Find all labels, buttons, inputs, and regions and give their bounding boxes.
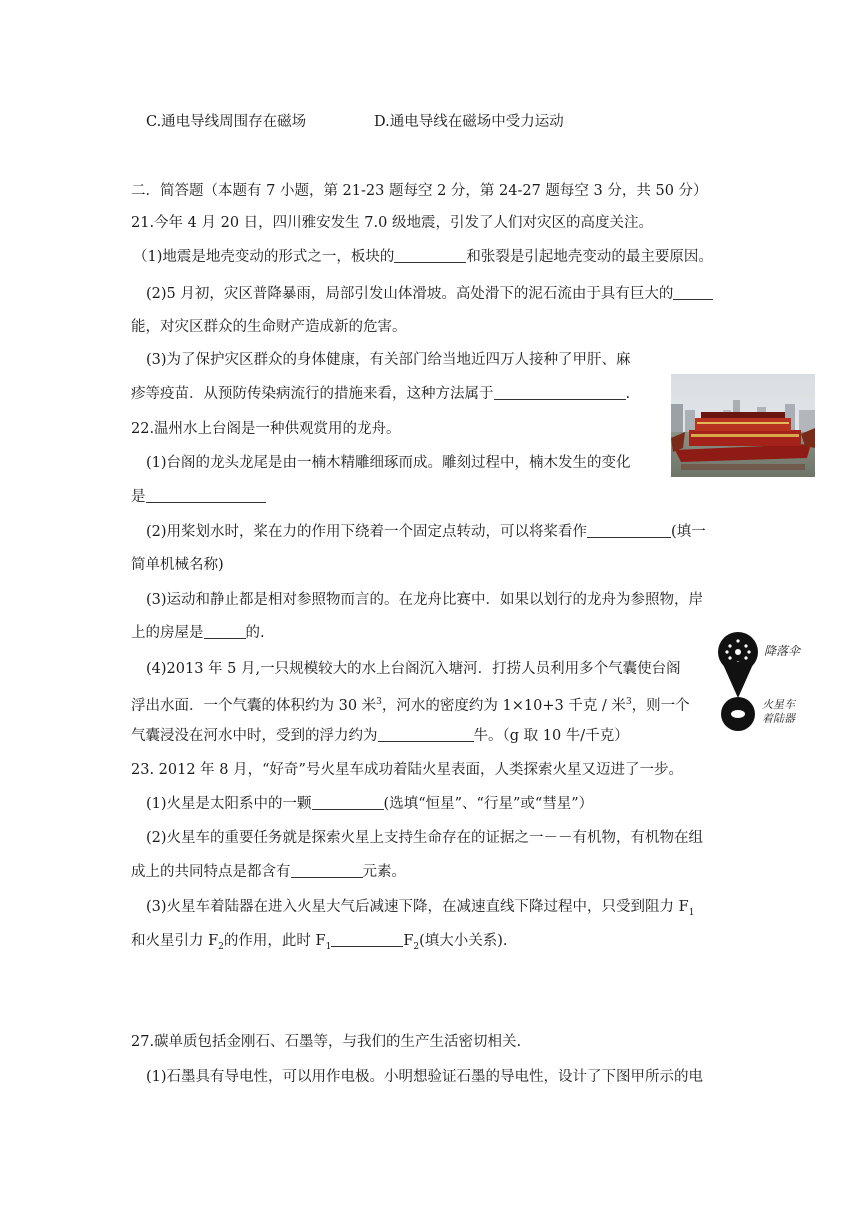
q21-part3: (3)为了保护灾区群众的身体健康，有关部门给当地近四万人接种了甲肝、麻 xyxy=(146,352,631,368)
dragon-boat-photo xyxy=(671,374,815,477)
q23-part3-sub-f2: 2 xyxy=(218,941,224,952)
q23-part3-sub-f1b: 1 xyxy=(325,941,332,952)
section-heading: 二．简答题（本题有 7 小题，第 21-23 题每空 2 分，第 24-27 题每空 3 分，共 50 分） xyxy=(131,183,708,199)
q21-part3-end: . xyxy=(625,386,631,402)
q23-blank-3 xyxy=(331,932,403,947)
lander-figure xyxy=(716,630,816,736)
q23-part3-sub-f2b: 2 xyxy=(413,941,420,952)
q22-part1: (1)台阁的龙头龙尾是由一楠木精雕细琢而成。雕刻过程中，楠木发生的变化 xyxy=(146,455,631,471)
q21-part1 xyxy=(133,246,713,268)
q22-part1-text-b: 是 xyxy=(131,489,146,505)
option-c: C.通电导线周围存在磁场 xyxy=(146,114,307,130)
q21-part2-cont: 能，对灾区群众的生命财产造成新的危害。 xyxy=(131,319,407,335)
q23-part3-sub-f1: 1 xyxy=(688,907,695,918)
q21-part1-text-b: 和张裂是引起地壳变动的最主要原因。 xyxy=(466,249,713,265)
q22-part4-text-b3: ，则一个 xyxy=(631,697,690,714)
q22-part4: (4)2013 年 5 月,一只规模较大的水上台阁沉入塘河．打捞人员利用多个气囊使台阁 xyxy=(146,661,681,677)
q22-part3-text-b: 上的房屋是 xyxy=(131,625,204,641)
q23-blank-1 xyxy=(312,795,384,810)
q21-part2 xyxy=(146,283,713,305)
q22-blank-3 xyxy=(204,624,246,639)
q23-part3-text-b1: 和火星引力 F xyxy=(131,933,219,949)
q22-part3: (3)运动和静止都是相对参照物而言的。在龙舟比赛中．如果以划行的龙舟为参照物，岸 xyxy=(146,592,704,608)
q23-part3-text-a: (3)火星车着陆器在进入火星大气后减速下降，在减速直线下降过程中，只受到阻力 F xyxy=(146,899,689,915)
lander-label-1: 火星车 xyxy=(762,698,795,711)
parachute-label: 降落伞 xyxy=(764,644,801,658)
q22-part4-sup1: 3 xyxy=(376,697,382,707)
q22-part4-text-b1: 浮出水面．一个气囊的体积约为 30 米 xyxy=(131,697,377,714)
q23-part1-text-b: (选填“恒星”、“行星”或“彗星”） xyxy=(383,796,594,812)
q27-stem: 27.碳单质包括金刚石、石墨等，与我们的生产生活密切相关. xyxy=(131,1034,522,1050)
q23-part2: (2)火星车的重要任务就是探索火星上支持生命存在的证据之一－－有机物，有机物在组 xyxy=(146,830,704,846)
q23-part1-text-a: (1)火星是太阳系中的一颗 xyxy=(146,796,312,812)
q22-part4-text-c1: 气囊浸没在河水中时，受到的浮力约为 xyxy=(131,728,378,744)
q21-blank-3 xyxy=(494,385,626,400)
q21-blank-1 xyxy=(394,248,466,263)
q22-part3-cont xyxy=(131,622,265,644)
q22-part2-cont: 简单机械名称) xyxy=(131,557,224,573)
q23-part1 xyxy=(146,793,593,815)
q22-part4-cont2 xyxy=(131,725,629,747)
q21-part1-text-a: （1)地震是地壳变动的形式之一，板块的 xyxy=(133,249,395,265)
q22-part2 xyxy=(146,521,706,543)
q22-part4-text-c2: 牛。（g 取 10 牛/千克） xyxy=(473,728,629,744)
q21-stem: 21.今年 4 月 20 日，四川雅安发生 7.0 级地震，引发了人们对灾区的高度关注。 xyxy=(131,215,653,231)
q23-part3-text-b2: 的作用，此时 F xyxy=(223,933,326,949)
q22-part1-cont xyxy=(131,486,266,508)
q22-blank-2 xyxy=(587,523,671,538)
q23-part3-text-b3: F xyxy=(403,933,414,949)
q22-part3-text-c: 的. xyxy=(245,625,265,641)
q22-part2-text-b: (填一 xyxy=(671,524,706,540)
q22-part4-cont xyxy=(131,691,690,717)
q21-part3-text-b: 疹等疫苗．从预防传染病流行的措施来看，这种方法属于 xyxy=(131,386,494,402)
q22-part4-text-b2: ，河水的密度约为 1×10+3 千克 / 米 xyxy=(381,697,626,714)
q22-blank-1 xyxy=(146,488,266,503)
q23-blank-2 xyxy=(291,863,363,878)
q22-stem: 22.温州水上台阁是一种供观赏用的龙舟。 xyxy=(131,421,401,437)
q27-part1: (1)石墨具有导电性，可以用作电极。小明想验证石墨的导电性，设计了下图甲所示的电 xyxy=(146,1069,704,1085)
dragon-boat-image xyxy=(671,374,815,477)
q21-part2-text-a: (2)5 月初，灾区普降暴雨，局部引发山体滑坡。高处滑下的泥石流由于具有巨大的 xyxy=(146,286,674,302)
q22-part2-text-a: (2)用桨划水时，桨在力的作用下绕着一个固定点转动，可以将桨看作 xyxy=(146,524,588,540)
q23-part2-text-b2: 元素。 xyxy=(362,864,406,880)
q21-part3-cont xyxy=(131,383,630,405)
q23-part2-text-b1: 成上的共同特点是都含有 xyxy=(131,864,291,880)
q23-part3 xyxy=(146,896,694,924)
option-d: D.通电导线在磁场中受力运动 xyxy=(374,114,564,130)
q22-part4-sup2: 3 xyxy=(625,697,632,707)
q23-part3-cont xyxy=(131,930,508,958)
lander-label-2: 着陆器 xyxy=(762,712,795,725)
q22-blank-4 xyxy=(378,727,474,742)
q23-part3-text-b4: (填大小关系). xyxy=(419,933,508,949)
q21-blank-2 xyxy=(673,285,713,300)
q23-part2-cont xyxy=(131,861,406,883)
q23-stem: 23. 2012 年 8 月，“好奇”号火星车成功着陆火星表面，人类探索火星又迈进了一步。 xyxy=(131,762,683,778)
